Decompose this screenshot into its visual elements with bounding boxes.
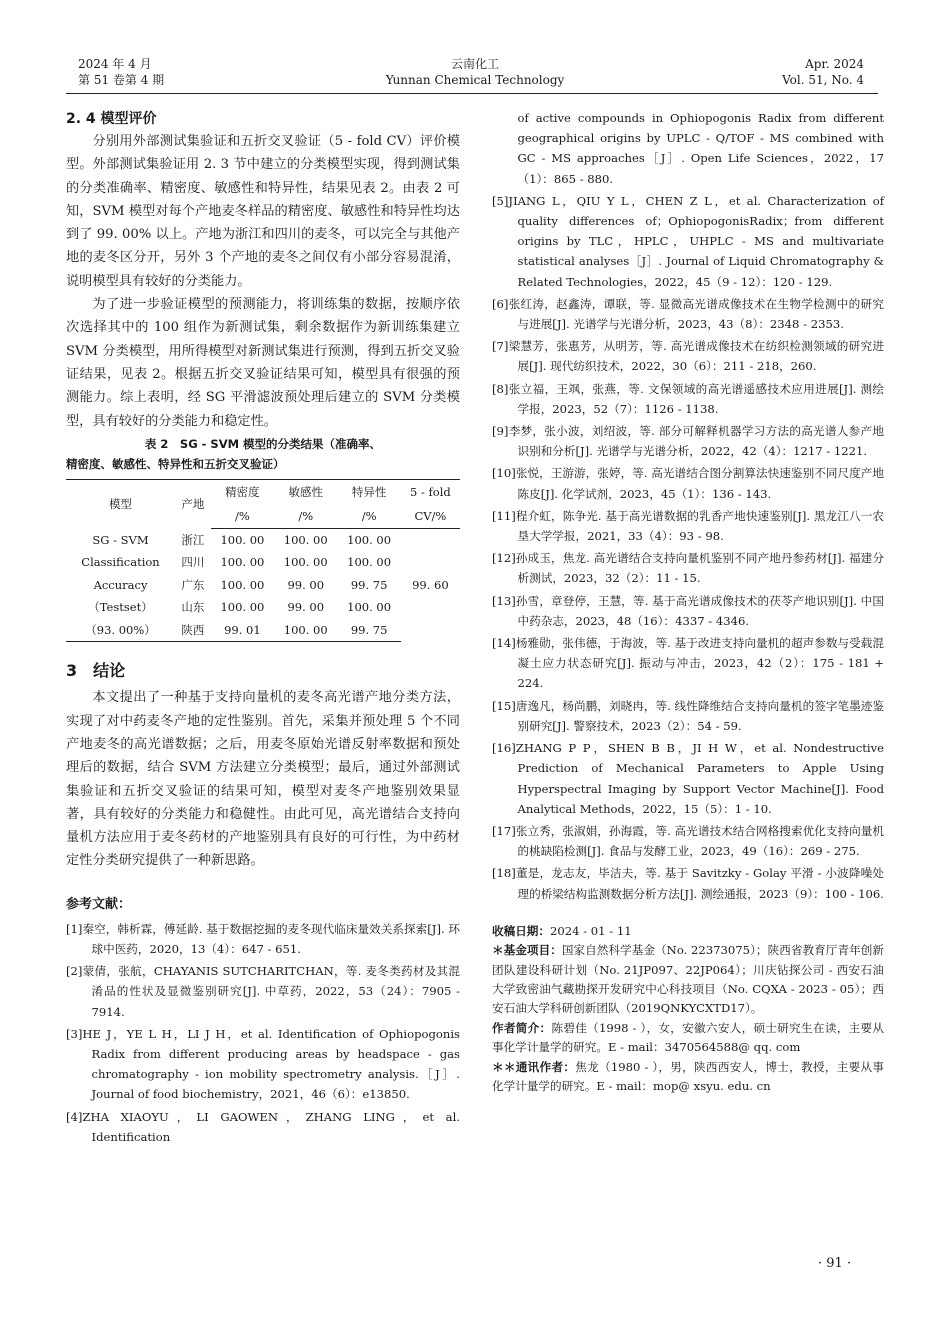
model-label-line: Classification (81, 555, 160, 570)
reference-item: [5]JIANG L，QIU Y L，CHEN Z L，et al. Characterization of quality differences of；OphiopogonisRadix；from different origins by TLC，HPLC，UHPLC - MS and multivariate statistical analyses［J］. Journal of Liquid Chromatography & Related Technologies，2022，45（9 - 12）：120 - 129. (492, 193, 884, 289)
cell-specificity: 100. 00 (347, 532, 392, 547)
corresponding-label: ＊＊通讯作者： (492, 1059, 576, 1074)
col-unit-specificity: /% (337, 504, 400, 529)
reference-item: [18]董是，龙志友，毕洁夫，等. 基于 Savitzky - Golay 平滑 - 小波降噪处理的桥梁结构监测数据分析方法[J]. 测绘通报，2023（9）：100 - 106. (492, 866, 884, 901)
section-2-4-paragraph-2: 为了进一步验证模型的预测能力，将训练集的数据，按顺序依次选择其中的 100 组作为新测试集，剩余数据作为新训练集建立 SVM 分类模型，用所得模型对新测试集进行预测，得到五折交叉验证结果，见表 2。根据五折交叉验证结果可知，模型具有很强的预测能力。综上表明，经 SG 平滑滤波预处理后建立的 SVM 分类模型，具有较好的分类能力和稳定性。 (66, 297, 460, 429)
reference-item: [16]ZHANG P P，SHEN B B，JI H W，et al. Nondestructive Prediction of Mechanical Parameters to Apple Using Hyperspectral Imaging by Support Vector Machine[J]. Food Analytical Methods，2022，15（5）：1 - 10. (492, 741, 884, 816)
cell-origin: 浙江 (181, 532, 205, 547)
cell-origin: 广东 (181, 577, 205, 592)
table-header-row (66, 479, 460, 504)
reference-item: [14]杨雅勋，张伟德，于海波，等. 基于改进支持向量机的超声参数与受载混凝土应力状态研究[J]. 振动与冲击，2023，42（2）：175 - 181 + 224. (492, 636, 884, 691)
header-volume-en: Vol. 51, No. 4 (782, 73, 864, 87)
cell-specificity: 100. 00 (347, 600, 392, 615)
received-date-value: 2024 - 01 - 11 (549, 923, 632, 938)
reference-item: [13]孙雪，章登停，王慧，等. 基于高光谱成像技术的茯苓产地识别[J]. 中国中药杂志，2023，48（16）：4337 - 4346. (492, 593, 884, 628)
fund-label: ＊基金项目： (492, 943, 562, 958)
model-label-line: Accuracy (93, 577, 148, 592)
page-number: · 91 · (818, 1256, 852, 1271)
article-footnotes (492, 922, 884, 1097)
author-bio (492, 1019, 884, 1058)
reference-item: [2]蒙倩，张航，CHAYANIS SUTCHARITCHAN，等. 麦冬类药材及其混淆品的性状及显微鉴别研究[J]. 中草药，2022，53（24）：7905 - 7914. (66, 964, 460, 1019)
received-date (492, 922, 884, 941)
header-journal-cn: 云南化工 (450, 57, 499, 71)
cell-specificity: 100. 00 (347, 555, 392, 570)
corresponding-author (492, 1058, 884, 1097)
col-header-origin: 产地 (175, 479, 211, 528)
cell-precision: 100. 00 (220, 532, 265, 547)
reference-item: [4]ZHA XIAOYU，LI GAOWEN，ZHANG LING，et al. Identification (66, 1109, 460, 1144)
col-unit-cv: CV/% (401, 504, 460, 529)
reference-continuation: of active compounds in Ophiopogonis Radix from different geographical origins by UPLC - Q/TOF - MS combined with GC - MS approaches［J］. Open Life Sciences，2022，17（1）：865 - 880. (517, 111, 884, 186)
author-label: 作者简介： (492, 1020, 552, 1035)
references-heading: 参考文献： (66, 896, 132, 912)
cell-specificity: 99. 75 (337, 619, 400, 642)
section-3-heading: 3 结论 (66, 661, 126, 681)
reference-item: [1]秦空，韩析霖，傅延龄. 基于数据挖掘的麦冬现代临床量效关系探索[J]. 环球中医药，2020，13（4）：647 - 651. (66, 921, 460, 956)
reference-item: [6]张红涛，赵鑫涛，谭联，等. 显微高光谱成像技术在生物学检测中的研究与进展[J]. 光谱学与光谱分析，2023，43（8）：2348 - 2353. (492, 296, 884, 332)
table-2-caption-line-1: 表 2 SG - SVM 模型的分类结果（准确率、 (144, 436, 382, 451)
header-volume-cn: 第 51 卷第 4 期 (78, 73, 165, 87)
table-2 (66, 479, 460, 643)
cell-cv: 99. 60 (412, 578, 449, 593)
cell-origin: 陕西 (175, 619, 211, 642)
header-issue-info-en (782, 56, 864, 88)
fund-note (492, 941, 884, 1019)
col-header-sensitivity: 敏感性 (274, 479, 337, 504)
section-3-paragraph: 本文提出了一种基于支持向量机的麦冬高光谱产地分类方法，实现了对中药麦冬产地的定性鉴别。首先，采集并预处理 5 个不同产地麦冬的高光谱数据；之后，用麦冬原始光谱反射率数据和预处理后的数据，结合 SVM 方法建立分类模型；最后，通过外部测试集验证和五折交叉验证的结果可知，模型对麦冬产地鉴别效果显著，具有较好的分类能力和稳健性。由此可见，高光谱结合支持向量机方法应用于麦冬药材的产地鉴别具有良好的可行性，为中药材定性分类研究提供了一种新思路。 (66, 690, 460, 869)
cell-precision: 99. 01 (211, 619, 274, 642)
col-header-cv: 5 - fold (401, 479, 460, 504)
corresponding-value: 焦龙（1980 - ），男，陕西西安人，博士，教授，主要从事化学计量学的研究。E - mail：mop@ xsyu. edu. cn (492, 1059, 884, 1093)
reference-item: [8]张立福，王飒，张燕，等. 文保领域的高光谱遥感技术应用进展[J]. 测绘学报，2023，52（7）：1126 - 1138. (492, 381, 884, 416)
col-header-precision: 精密度 (211, 479, 274, 504)
header-rule (66, 93, 878, 94)
left-column (66, 108, 460, 1149)
fund-value: 国家自然科学基金（No. 22373075）；陕西省教育厅青年创新团队建设科研计划（No. 21JP097、22JP064）；川庆钻探公司 - 西安石油大学致密油气藏勘探开发研究中心科技项目（No. CQXA - 2023 - 05）；西安石油大学科研创新团队（2019QNKYCXTD17）。 (492, 943, 884, 1016)
cell-origin: 山东 (181, 600, 205, 615)
cell-sensitivity: 100. 00 (283, 532, 328, 547)
model-label-line: （Testset） (88, 600, 153, 615)
col-unit-precision: /% (211, 504, 274, 529)
header-date-en: Apr. 2024 (805, 57, 864, 71)
received-date-label: 收稿日期： (492, 923, 550, 938)
model-label-line: SG - SVM (92, 532, 149, 547)
cell-precision: 100. 00 (220, 555, 265, 570)
right-column (492, 108, 884, 1096)
author-value: 陈碧佳（1998 - ），女，安徽六安人，硕士研究生在读，主要从事化学计量学的研究。E - mail：3470564588@ qq. com (492, 1020, 884, 1055)
header-journal-en: Yunnan Chemical Technology (385, 73, 565, 87)
col-header-model: 模型 (66, 479, 175, 528)
col-header-specificity: 特异性 (337, 479, 400, 504)
reference-item: [9]李梦，张小波，刘绍波，等. 部分可解释机器学习方法的高光谱人参产地识别和分析[J]. 光谱学与光谱分析，2022，42（4）：1217 - 1221. (492, 424, 884, 459)
cell-precision: 100. 00 (220, 577, 265, 592)
reference-item: [7]梁慧芳，张惠芳，从明芳，等. 高光谱成像技术在纺织检测领域的研究进展[J]. 现代纺织技术，2022，30（6）：211 - 218，260. (492, 339, 884, 374)
cell-precision: 100. 00 (220, 600, 265, 615)
table-row (66, 528, 460, 551)
reference-item: [12]孙成玉，焦龙. 高光谱结合支持向量机鉴别不同产地丹参药材[J]. 福建分析测试，2023，32（2）：11 - 15. (492, 551, 884, 586)
cell-origin: 四川 (181, 555, 205, 570)
cell-specificity: 99. 75 (350, 577, 388, 592)
cell-sensitivity: 100. 00 (283, 555, 328, 570)
reference-item: [3]HE J，YE L H，LI J H，et al. Identification of Ophiopogonis Radix from different producing areas by headspace - gas chromatography - ion mobility spectrometry analysis.［J］. Journal of food biochemistry，2021，46（6）：e13850. (66, 1026, 460, 1102)
reference-item: [17]张立秀，张淑娟，孙海霞，等. 高光谱技术结合网格搜索优化支持向量机的桃缺陷检测[J]. 食品与发酵工业，2023，49（16）：269 - 275. (492, 823, 884, 859)
section-2-4-paragraph-1: 分别用外部测试集验证和五折交叉验证（5 - fold CV）评价模型。外部测试集验证用 2. 3 节中建立的分类模型实现，得到测试集的分类准确率、精密度、敏感性和特异性，结果见表 2。由表 2 可知，SVM 模型对每个产地麦冬样品的精密度、敏感性和特异性均达到了 99. 00% 以上。产地为浙江和四川的麦冬，可以完全与其他产地的麦冬区分开，另外 3 个产地的麦冬之间仅有小部分容易混淆，说明模型具有较好的分类能力。 (66, 134, 460, 289)
reference-item: [15]唐逸凡，杨尚鹏，刘晓冉，等. 线性降维结合支持向量机的签字笔墨迹鉴别研究[J]. 警察技术，2023（2）：54 - 59. (492, 698, 884, 733)
cell-sensitivity: 99. 00 (287, 600, 325, 615)
header-date-cn: 2024 年 4 月 (78, 57, 152, 71)
table-2-caption-line-2: 精密度、敏感性、特异性和五折交叉验证） (66, 456, 285, 471)
cell-sensitivity: 100. 00 (274, 619, 337, 642)
model-label-line: （93. 00%） (66, 619, 175, 642)
reference-item: [11]程介虹，陈争光. 基于高光谱数据的乳香产地快速鉴别[J]. 黑龙江八一农垦大学学报，2021，33（4）：93 - 98. (492, 508, 884, 544)
cell-sensitivity: 99. 00 (287, 577, 325, 592)
section-2-4-heading: 2. 4 模型评价 (66, 111, 157, 127)
col-unit-sensitivity: /% (274, 504, 337, 529)
reference-item: [10]张悦，王游游，张婷，等. 高光谱结合图分割算法快速鉴别不同尺度产地陈皮[J]. 化学试剂，2023，45（1）：136 - 143. (492, 466, 884, 501)
